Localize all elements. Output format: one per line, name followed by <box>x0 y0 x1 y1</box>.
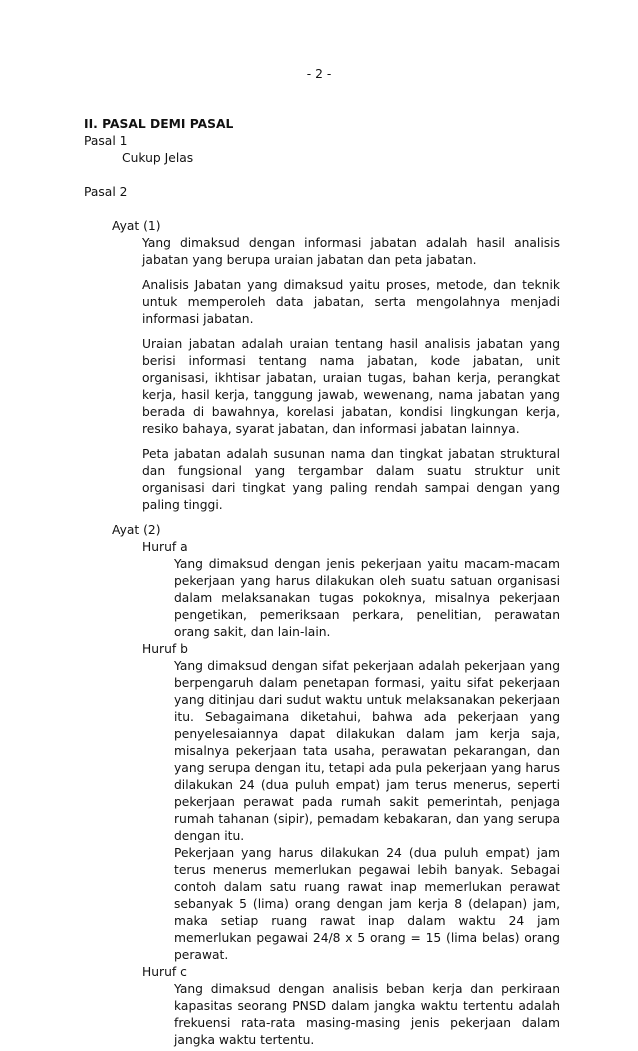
huruf-b-label: Huruf b <box>142 642 188 656</box>
huruf-c-body <box>84 981 560 1049</box>
document-body <box>84 116 560 1049</box>
huruf-a-label: Huruf a <box>142 540 188 554</box>
ayat-1-body <box>84 235 560 514</box>
huruf-c-label: Huruf c <box>142 965 187 979</box>
huruf-b-text-1: Yang dimaksud dengan sifat pekerjaan adalah pekerjaan yang berpengaruh dalam penetapan formasi, yaitu sifat pekerjaan yang ditinjau dari sudut waktu untuk melaksanakan pekerjaan itu. Sebagaimana diketahui, bahwa ada pekerjaan yang penyelesaiannya dapat dilakukan dalam jam kerja saja, misalnya pekerjaan tata usaha, perawatan pekarangan, dan yang serupa dengan itu, tetapi ada pula pekerjaan yang harus dilakukan 24 (dua puluh empat) jam terus menerus, seperti pekerjaan perawat pada rumah sakit pemerintah, penjaga rumah tahanan (sipir), pemadam kebakaran, dan yang serupa dengan itu. <box>174 659 560 843</box>
ayat-2-label: Ayat (2) <box>112 523 161 537</box>
pasal-2-label: Pasal 2 <box>84 185 128 199</box>
huruf-c-text: Yang dimaksud dengan analisis beban kerja dan perkiraan kapasitas seorang PNSD dalam jangka waktu tertentu adalah frekuensi rata-rata masing-masing jenis pekerjaan dalam jangka waktu tertentu. <box>174 982 560 1047</box>
ayat-1-paragraph: Yang dimaksud dengan informasi jabatan adalah hasil analisis jabatan yang berupa uraian jabatan dan peta jabatan. <box>142 236 560 267</box>
page-number: - 2 - <box>306 67 332 81</box>
huruf-a-text: Yang dimaksud dengan jenis pekerjaan yaitu macam-macam pekerjaan yang harus dilakukan oleh suatu satuan organisasi dalam melaksanakan tugas pokoknya, misalnya pekerjaan pengetikan, pemeriksaan perkara, penelitian, perawatan orang sakit, dan lain-lain. <box>174 557 560 639</box>
ayat-1-paragraph: Peta jabatan adalah susunan nama dan tingkat jabatan struktural dan fungsional yang tergambar dalam suatu struktur unit organisasi dari tingkat yang paling rendah sampai dengan yang paling tinggi. <box>142 447 560 512</box>
huruf-b-body <box>84 658 560 964</box>
huruf-b-text-2: Pekerjaan yang harus dilakukan 24 (dua puluh empat) jam terus menerus memerlukan pegawai lebih banyak. Sebagai contoh dalam satu ruang rawat inap memerlukan perawat sebanyak 5 (lima) orang dengan jam kerja 8 (delapan) jam, maka setiap ruang rawat inap dalam waktu 24 jam memerlukan pegawai 24/8 x 5 orang = 15 (lima belas) orang perawat. <box>174 846 560 962</box>
ayat-1-paragraph: Analisis Jabatan yang dimaksud yaitu proses, metode, dan teknik untuk memperoleh data jabatan, serta mengolahnya menjadi informasi jabatan. <box>142 278 560 326</box>
ayat-1-label: Ayat (1) <box>112 219 161 233</box>
pasal-1-label: Pasal 1 <box>84 134 128 148</box>
pasal-1-text: Cukup Jelas <box>122 151 194 165</box>
huruf-a-body <box>84 556 560 641</box>
ayat-1-paragraph: Uraian jabatan adalah uraian tentang hasil analisis jabatan yang berisi informasi tentang nama jabatan, kode jabatan, unit organisasi, ikhtisar jabatan, uraian tugas, bahan kerja, perangkat kerja, hasil kerja, tanggung jawab, wewenang, nama jabatan yang berada di bawahnya, korelasi jabatan, kondisi lingkungan kerja, resiko bahaya, syarat jabatan, dan informasi jabatan lainnya. <box>142 337 560 436</box>
section-title: II. PASAL DEMI PASAL <box>84 117 234 131</box>
